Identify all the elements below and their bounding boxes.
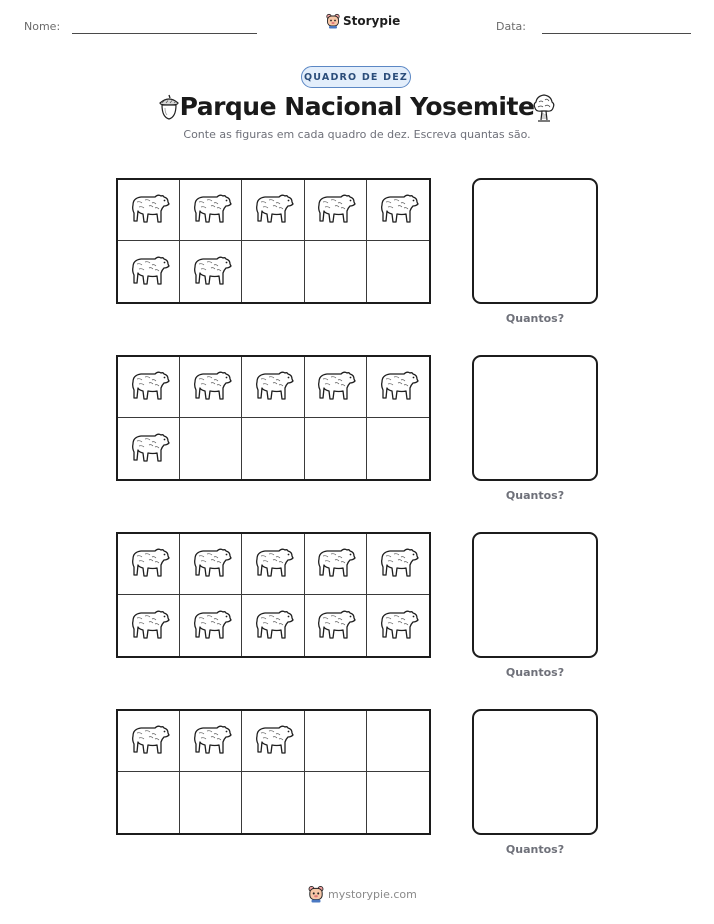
- name-label: Nome:: [24, 20, 61, 33]
- frame-cell: [118, 180, 180, 241]
- answer-box-1[interactable]: [472, 178, 598, 304]
- frame-cell: [305, 711, 367, 772]
- ten-frame-4: [116, 709, 431, 835]
- frame-cell: [242, 772, 304, 833]
- answer-label-1: Quantos?: [505, 312, 565, 325]
- frame-cell: [242, 534, 304, 595]
- frame-cell: [180, 772, 242, 833]
- frame-cell: [180, 357, 242, 418]
- frame-cell: [367, 711, 429, 772]
- frame-cell: [305, 534, 367, 595]
- frame-cell: [242, 241, 304, 302]
- bear-icon: [127, 722, 171, 760]
- worksheet-type-badge: QUADRO DE DEZ: [301, 66, 411, 88]
- page-title: Parque Nacional Yosemite: [179, 92, 535, 121]
- answer-box-3[interactable]: [472, 532, 598, 658]
- bear-icon: [189, 607, 233, 645]
- bear-icon: [127, 368, 171, 406]
- frame-cell: [180, 534, 242, 595]
- frame-cell: [367, 180, 429, 241]
- answer-label-4: Quantos?: [505, 843, 565, 856]
- bear-icon: [251, 368, 295, 406]
- footer: [308, 885, 417, 903]
- tree-icon: [532, 93, 556, 123]
- frame-cell: [242, 711, 304, 772]
- frame-cell: [305, 772, 367, 833]
- bear-icon: [376, 545, 420, 583]
- frame-cell: [367, 241, 429, 302]
- answer-label-3: Quantos?: [505, 666, 565, 679]
- storypie-mascot-icon: [326, 13, 340, 29]
- frame-cell: [367, 772, 429, 833]
- frame-cell: [180, 180, 242, 241]
- bear-icon: [251, 722, 295, 760]
- bear-icon: [251, 607, 295, 645]
- bear-icon: [189, 545, 233, 583]
- bear-icon: [189, 191, 233, 229]
- bear-icon: [313, 607, 357, 645]
- bear-icon: [127, 545, 171, 583]
- bear-icon: [127, 191, 171, 229]
- bear-icon: [376, 191, 420, 229]
- storypie-mascot-icon: [308, 885, 324, 903]
- frame-cell: [242, 595, 304, 656]
- answer-box-2[interactable]: [472, 355, 598, 481]
- bear-icon: [251, 545, 295, 583]
- frame-cell: [305, 357, 367, 418]
- bear-icon: [127, 430, 171, 468]
- bear-icon: [251, 191, 295, 229]
- ten-frame-2: [116, 355, 431, 481]
- ten-frame-1: [116, 178, 431, 304]
- brand-name: Storypie: [343, 14, 401, 28]
- frame-cell: [118, 357, 180, 418]
- frame-cell: [180, 595, 242, 656]
- bear-icon: [313, 545, 357, 583]
- bear-icon: [376, 607, 420, 645]
- bear-icon: [127, 607, 171, 645]
- bear-icon: [189, 722, 233, 760]
- frame-cell: [242, 180, 304, 241]
- bear-icon: [313, 191, 357, 229]
- bear-icon: [313, 368, 357, 406]
- frame-cell: [367, 357, 429, 418]
- frame-cell: [118, 772, 180, 833]
- frame-cell: [180, 241, 242, 302]
- frame-cell: [242, 418, 304, 479]
- name-line[interactable]: [72, 33, 257, 34]
- frame-cell: [118, 711, 180, 772]
- frame-cell: [180, 418, 242, 479]
- frame-cell: [118, 241, 180, 302]
- frame-cell: [305, 180, 367, 241]
- frame-cell: [367, 418, 429, 479]
- frame-cell: [118, 418, 180, 479]
- frame-cell: [305, 241, 367, 302]
- bear-icon: [189, 368, 233, 406]
- instructions: Conte as figuras em cada quadro de dez. Escreva quantas são.: [183, 128, 531, 141]
- answer-box-4[interactable]: [472, 709, 598, 835]
- frame-cell: [180, 711, 242, 772]
- answer-label-2: Quantos?: [505, 489, 565, 502]
- frame-cell: [305, 595, 367, 656]
- ten-frame-3: [116, 532, 431, 658]
- frame-cell: [118, 595, 180, 656]
- date-line[interactable]: [542, 33, 691, 34]
- bear-icon: [189, 253, 233, 291]
- bear-icon: [376, 368, 420, 406]
- frame-cell: [305, 418, 367, 479]
- date-label: Data:: [496, 20, 526, 33]
- frame-cell: [367, 595, 429, 656]
- bear-icon: [127, 253, 171, 291]
- brand-logo: [326, 13, 400, 29]
- footer-url: mystorypie.com: [328, 887, 417, 901]
- frame-cell: [367, 534, 429, 595]
- frame-cell: [118, 534, 180, 595]
- frame-cell: [242, 357, 304, 418]
